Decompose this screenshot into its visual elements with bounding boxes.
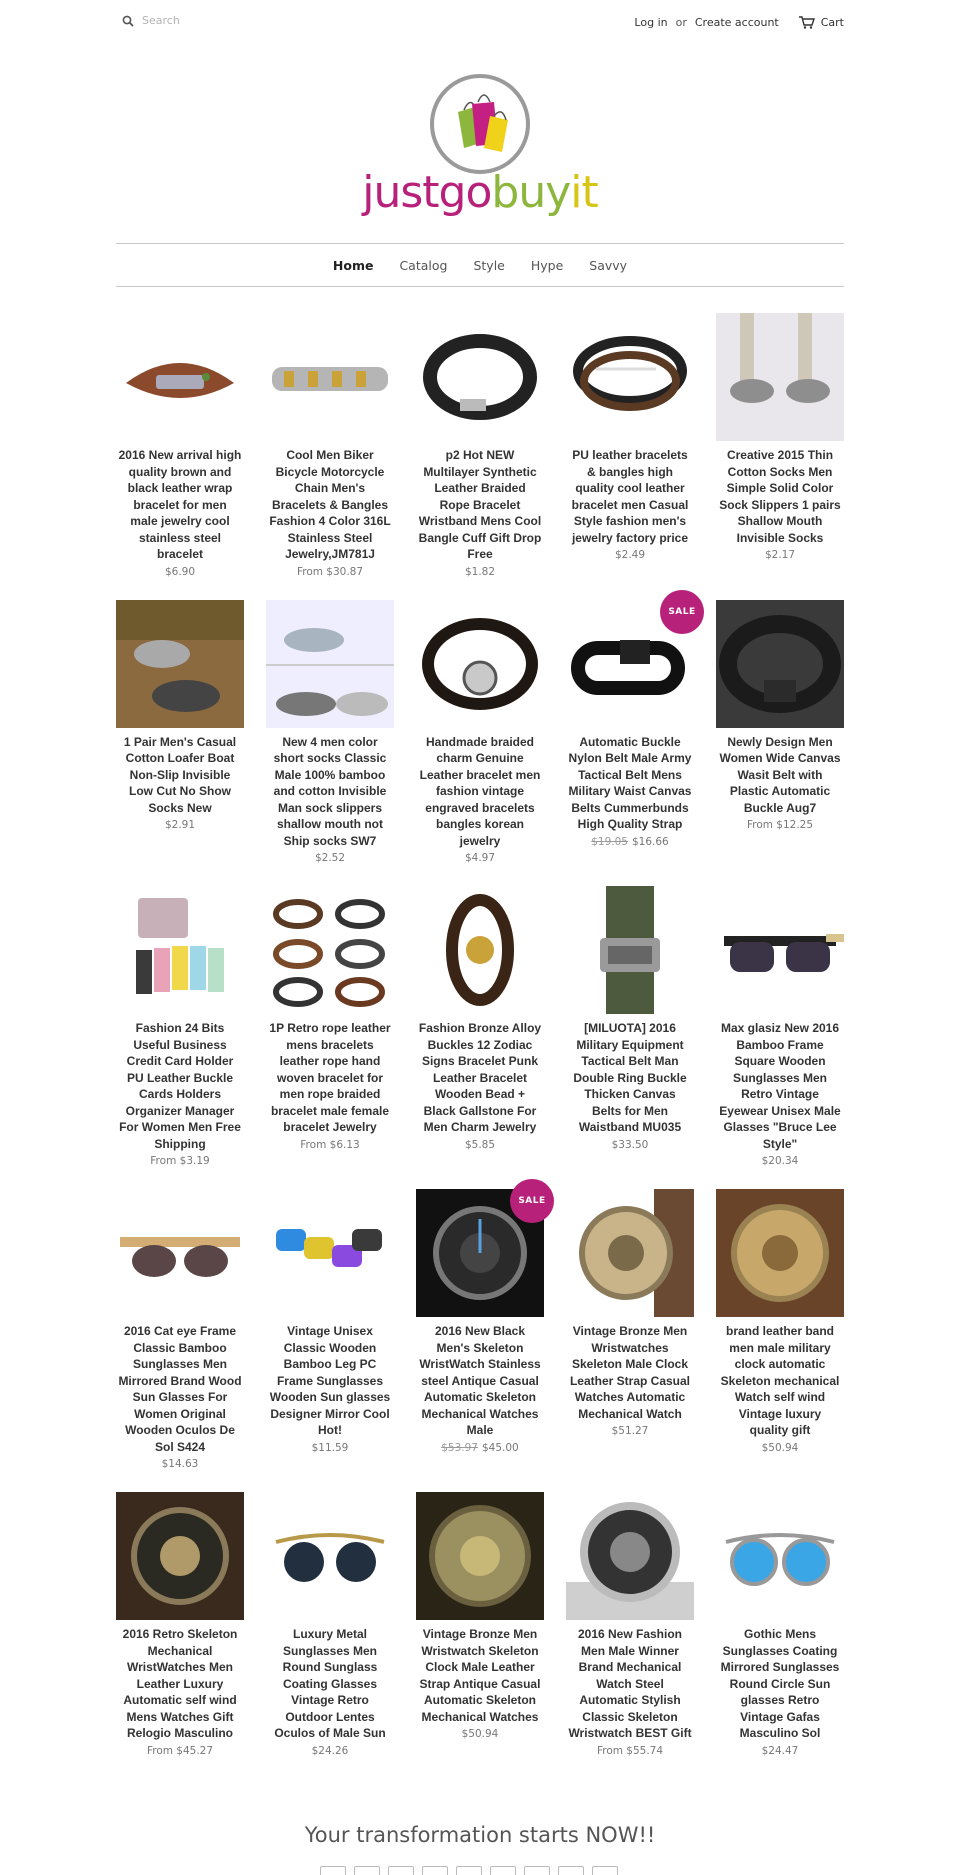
product-card[interactable] (266, 1189, 394, 1470)
product-card[interactable] (266, 1492, 394, 1757)
payment-icon (524, 1866, 550, 1875)
product-title[interactable]: Vintage Bronze Men Wristwatches Skeleton Male Clock Leather Strap Casual Watches Automatic Mechanical Watch (569, 1324, 691, 1421)
product-image[interactable] (116, 1189, 244, 1317)
payment-icon (388, 1866, 414, 1875)
product-title[interactable]: Handmade braided charm Genuine Leather bracelet men fashion vintage engraved bracelets bangles korean jewelry (419, 734, 541, 848)
product-card[interactable] (416, 1189, 544, 1470)
product-title[interactable]: Max glasiz New 2016 Bamboo Frame Square Wooden Sunglasses Men Retro Vintage Eyewear Unisex Male Glasses "Bruce Lee Style" (719, 1021, 841, 1151)
product-card[interactable] (566, 313, 694, 578)
product-price (416, 1139, 544, 1151)
current-price: $6.90 (164, 565, 196, 578)
product-row (116, 600, 844, 865)
payment-icon (422, 1866, 448, 1875)
product-card[interactable] (116, 1492, 244, 1757)
current-price: From $6.13 (300, 1138, 360, 1151)
product-price (116, 1155, 244, 1167)
logo-part-2: buy (491, 167, 571, 218)
product-image[interactable] (266, 313, 394, 441)
top-bar (116, 0, 844, 46)
product-price (416, 852, 544, 864)
product-image[interactable] (716, 600, 844, 728)
product-card[interactable] (116, 1189, 244, 1470)
product-image[interactable] (716, 313, 844, 441)
account-links (634, 16, 844, 29)
product-title[interactable]: p2 Hot NEW Multilayer Synthetic Leather Braided Rope Bracelet Wristband Mens Cool Bangle Cuff Gift Drop Free (418, 448, 542, 561)
product-price (566, 1139, 694, 1151)
sale-badge: SALE (660, 590, 704, 634)
product-image[interactable] (116, 1492, 244, 1620)
current-price: From $45.27 (146, 1744, 214, 1757)
product-title[interactable]: Gothic Mens Sunglasses Coating Mirrored Sunglasses Round Circle Sun glasses Retro Vintage Gafas Masculino Sol (720, 1627, 840, 1740)
product-card[interactable] (116, 600, 244, 865)
current-price: $2.49 (614, 549, 646, 561)
product-image[interactable] (566, 886, 694, 1014)
product-card[interactable] (416, 313, 544, 578)
login-link[interactable]: Log in (634, 16, 668, 29)
product-image[interactable] (716, 1189, 844, 1317)
nav-home[interactable]: Home (332, 257, 374, 273)
product-title[interactable]: New 4 men color short socks Classic Male 100% bamboo and cotton Invisible Man sock slippers shallow mouth not Ship socks SW7 (273, 734, 387, 848)
product-price (416, 1442, 544, 1454)
current-price: $2.91 (164, 819, 196, 831)
product-title[interactable]: Creative 2015 Thin Cotton Socks Men Simple Solid Color Sock Slippers 1 pairs Shallow Mouth Invisible Socks (719, 448, 841, 545)
current-price: $2.17 (764, 549, 796, 561)
product-price (266, 566, 394, 578)
product-card[interactable] (266, 313, 394, 578)
product-price (116, 819, 244, 831)
product-image[interactable] (416, 600, 544, 728)
current-price: From $3.19 (150, 1155, 210, 1167)
product-price (266, 1442, 394, 1454)
product-price (716, 549, 844, 561)
product-row (116, 1189, 844, 1470)
product-title[interactable]: 2016 New Black Men's Skeleton WristWatch Stainless steel Antique Casual Automatic Skeleton Mechanical Watches Male (419, 1324, 541, 1437)
product-image[interactable] (566, 1189, 694, 1317)
shopping-bags-logo-icon (428, 72, 532, 176)
product-image[interactable] (566, 1492, 694, 1620)
current-price: $24.47 (761, 1744, 799, 1757)
product-title[interactable]: Fashion 24 Bits Useful Business Credit Card Holder PU Leather Buckle Cards Holders Organizer Manager For Women Men Free Shipping (119, 1021, 241, 1151)
current-price: From $55.74 (596, 1744, 664, 1757)
product-price (566, 836, 694, 848)
product-price (716, 819, 844, 831)
product-card[interactable] (716, 1189, 844, 1470)
product-card[interactable] (716, 886, 844, 1167)
search-icon[interactable] (122, 15, 134, 27)
logo-part-1: justgo (362, 167, 492, 218)
compare-at-price: $19.05 (591, 835, 628, 848)
current-price: $50.94 (461, 1728, 499, 1740)
product-title[interactable]: Luxury Metal Sunglasses Men Round Sunglass Coating Glasses Vintage Retro Outdoor Lentes Oculos of Male Sun (274, 1627, 386, 1740)
current-price: $5.85 (464, 1138, 496, 1151)
nav-catalog[interactable]: Catalog (399, 257, 448, 273)
product-card[interactable] (116, 886, 244, 1167)
product-title[interactable]: 1P Retro rope leather mens bracelets leather rope hand woven bracelet for men rope braided bracelet male female bracelet Jewelry (269, 1021, 391, 1134)
logo-part-3: it (570, 167, 598, 218)
product-image[interactable] (116, 313, 244, 441)
current-price: $4.97 (464, 852, 496, 864)
product-card[interactable] (566, 1189, 694, 1470)
current-price: $33.50 (611, 1138, 649, 1151)
product-price (266, 1139, 394, 1151)
product-image[interactable] (566, 313, 694, 441)
current-price: $24.26 (311, 1744, 349, 1757)
product-card[interactable] (566, 600, 694, 865)
current-price: $11.59 (311, 1441, 349, 1454)
product-card[interactable] (566, 886, 694, 1167)
cart-link[interactable] (799, 16, 844, 29)
product-card[interactable] (116, 313, 244, 578)
payment-icon (558, 1866, 584, 1875)
logo-wordmark (362, 167, 598, 218)
product-title[interactable]: [MILUOTA] 2016 Military Equipment Tactical Belt Man Double Ring Buckle Thicken Canvas Belts for Men Waistband MU035 (573, 1021, 687, 1134)
product-price (566, 1745, 694, 1757)
current-price: $14.63 (161, 1458, 199, 1470)
product-card[interactable] (716, 600, 844, 865)
product-image[interactable] (416, 886, 544, 1014)
current-price: $1.82 (464, 565, 496, 578)
product-price (116, 566, 244, 578)
sale-badge: SALE (510, 1179, 554, 1223)
payment-icon (592, 1866, 618, 1875)
compare-at-price: $53.97 (441, 1441, 478, 1454)
product-price (716, 1745, 844, 1757)
product-title[interactable]: Automatic Buckle Nylon Belt Male Army Tactical Belt Mens Military Waist Canvas Belts Cummerbunds High Quality Strap (568, 734, 692, 831)
product-title[interactable]: brand leather band men male military clock automatic Skeleton mechanical Watch self wind Vintage luxury quality gift (720, 1324, 840, 1437)
or-text: or (675, 16, 687, 29)
product-price (716, 1442, 844, 1454)
product-card[interactable] (416, 600, 544, 865)
product-image[interactable] (416, 1492, 544, 1620)
current-price: $51.27 (611, 1425, 649, 1437)
product-price (416, 566, 544, 578)
product-image[interactable] (416, 313, 544, 441)
product-card[interactable] (266, 886, 394, 1167)
create-account-link[interactable]: Create account (694, 16, 779, 29)
product-card[interactable] (416, 886, 544, 1167)
product-title[interactable]: PU leather bracelets & bangles high quality cool leather bracelet men Casual Style fashion men's jewelry factory price (571, 448, 689, 545)
product-price (266, 1745, 394, 1757)
product-image[interactable] (266, 886, 394, 1014)
product-card[interactable] (716, 313, 844, 578)
product-title[interactable]: Fashion Bronze Alloy Buckles 12 Zodiac Signs Bracelet Punk Leather Bracelet Wooden Bead + Black Gallstone For Men Charm Jewelry (418, 1021, 542, 1134)
search-input[interactable] (142, 14, 342, 27)
footer-headline: Your transformation starts NOW!! (304, 1823, 656, 1847)
product-image[interactable] (716, 1492, 844, 1620)
current-price: $50.94 (761, 1441, 799, 1454)
current-price: $2.52 (314, 852, 346, 864)
current-price: $45.00 (482, 1441, 519, 1454)
product-price (416, 1728, 544, 1740)
payment-icon (320, 1866, 346, 1875)
product-image[interactable] (266, 1492, 394, 1620)
product-price (566, 549, 694, 561)
payment-icon (456, 1866, 482, 1875)
main-nav (116, 243, 844, 287)
product-card[interactable] (266, 600, 394, 865)
product-card[interactable] (716, 1492, 844, 1757)
cart-label: Cart (820, 16, 844, 29)
product-image[interactable] (116, 886, 244, 1014)
current-price: From $30.87 (296, 565, 364, 578)
product-price (716, 1155, 844, 1167)
payment-icon (354, 1866, 380, 1875)
product-image[interactable] (116, 600, 244, 728)
product-card[interactable] (566, 1492, 694, 1757)
payment-icon (490, 1866, 516, 1875)
nav-hype[interactable]: Hype (530, 257, 564, 273)
product-row (116, 313, 844, 578)
current-price: $20.34 (761, 1155, 799, 1167)
product-title[interactable]: 2016 Cat eye Frame Classic Bamboo Sunglasses Men Mirrored Brand Wood Sun Glasses For Women Original Wooden Oculos De Sol S424 (118, 1324, 242, 1454)
product-title[interactable]: 2016 New arrival high quality brown and black leather wrap bracelet for men male jewelry cool stainless steel bracelet (118, 448, 242, 561)
product-row (116, 886, 844, 1167)
nav-savvy[interactable]: Savvy (589, 257, 628, 273)
payment-icons (320, 1866, 618, 1875)
product-title[interactable]: Newly Design Men Women Wide Canvas Wasit Belt with Plastic Automatic Buckle Aug7 (719, 734, 841, 815)
product-image[interactable] (266, 600, 394, 728)
product-image[interactable] (716, 886, 844, 1014)
product-price (116, 1745, 244, 1757)
cart-icon (799, 16, 815, 29)
product-card[interactable] (416, 1492, 544, 1757)
product-title[interactable]: Vintage Bronze Men Wristwatch Skeleton Clock Male Leather Strap Antique Casual Automatic Skeleton Mechanical Watches (419, 1627, 541, 1724)
product-grid (116, 313, 844, 1779)
product-title[interactable]: 2016 New Fashion Men Male Winner Brand Mechanical Watch Steel Automatic Stylish Classic Skeleton Wristwatch BEST Gift (568, 1627, 692, 1740)
current-price: $16.66 (632, 835, 669, 848)
current-price: From $12.25 (746, 819, 814, 831)
product-price (566, 1425, 694, 1437)
store-logo[interactable] (0, 72, 960, 222)
product-image[interactable] (266, 1189, 394, 1317)
product-title[interactable]: 2016 Retro Skeleton Mechanical WristWatches Men Leather Luxury Automatic self wind Mens Watches Gift Relogio Masculino (122, 1627, 238, 1740)
search-form (122, 14, 342, 27)
product-row (116, 1492, 844, 1757)
nav-style[interactable]: Style (473, 257, 505, 273)
product-title[interactable]: Cool Men Biker Bicycle Motorcycle Chain Men's Bracelets & Bangles Fashion 4 Color 316L Stainless Steel Jewelry,JM781J (269, 448, 391, 561)
product-title[interactable]: Vintage Unisex Classic Wooden Bamboo Leg PC Frame Sunglasses Wooden Sun glasses Designer Mirror Cool Hot! (269, 1324, 391, 1437)
product-price (116, 1458, 244, 1470)
product-title[interactable]: 1 Pair Men's Casual Cotton Loafer Boat Non-Slip Invisible Low Cut No Show Socks New (123, 734, 237, 815)
product-price (266, 852, 394, 864)
